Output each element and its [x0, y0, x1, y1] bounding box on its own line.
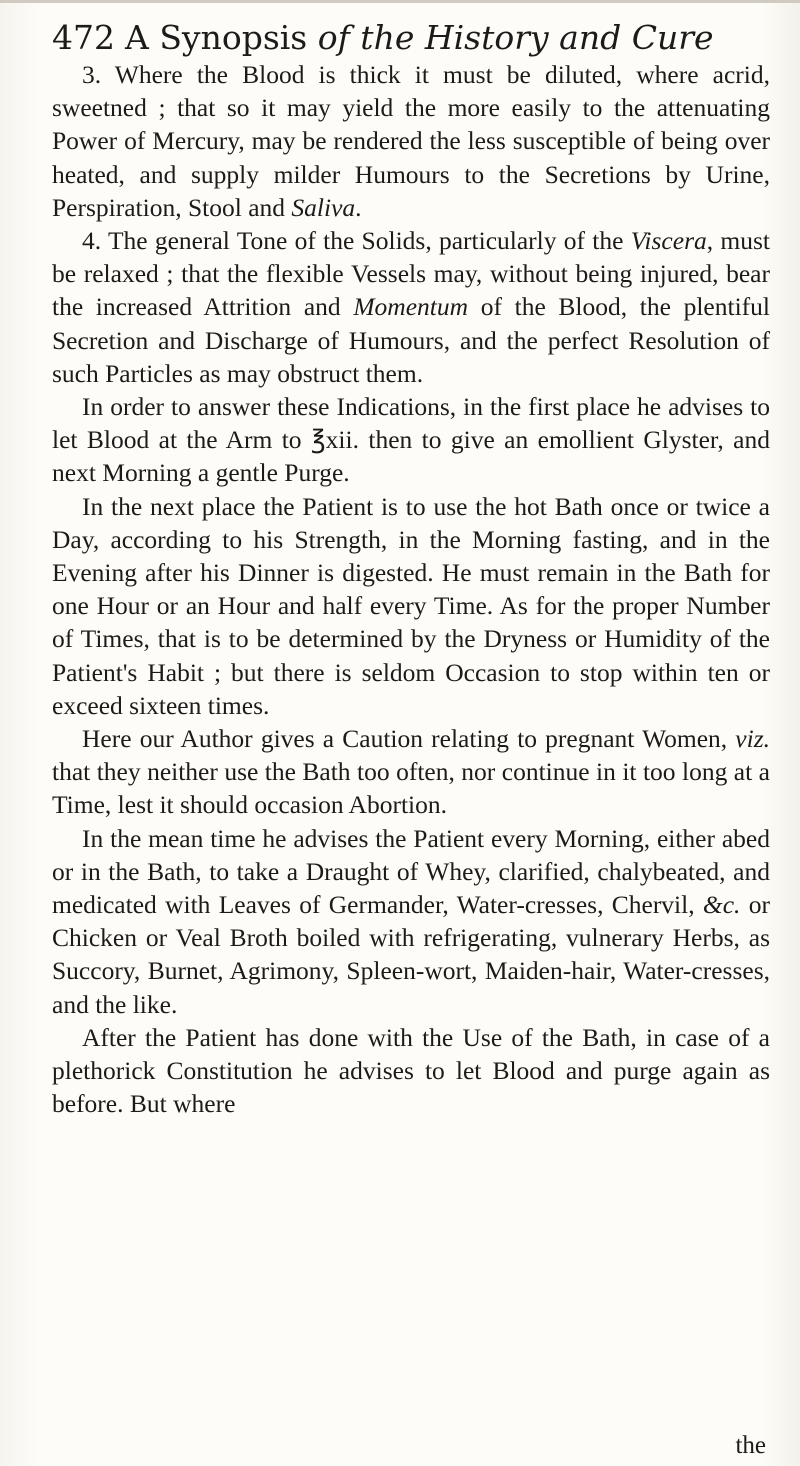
body-text [52, 58, 770, 1121]
paragraph-after-bath: After the Patient has done with the Use of the Bath, in case of a plethorick Constitution he advises to let Blood and purge again as before. But where [52, 1022, 770, 1119]
paragraph-whey-draught: In the mean time he advises the Patient every Morning, either abed or in the Bath, to take a Draught of Whey, clarified, chalybeated, and medicated with Leaves of Germander, Water-cresses, Chervil, &c. or Chicken or Veal Broth boiled with refrigerating, vulnerary Herbs, as Succory, Burnet, Agrimony, Spleen-wort, Maiden-hair, Water-cresses, and the like. [52, 823, 770, 1019]
page-edge-rule [0, 0, 800, 3]
paragraph-hot-bath: In the next place the Patient is to use the hot Bath once or twice a Day, according to his Strength, in the Morning fasting, and in the Evening after his Dinner is digested. He must remain in the Bath for one Hour or an Hour and half every Time. As for the proper Number of Times, that is to be determined by the Dryness or Humidity of the Patient's Habit ; but there is seldom Occasion to stop within ten or exceed sixteen times. [52, 491, 770, 720]
paragraph-indications: In order to answer these Indications, in the first place he advises to let Blood at the Arm to ℥xii. then to give an emollient Glyster, and next Morning a gentle Purge. [52, 392, 770, 488]
paragraph-point-4: 4. The general Tone of the Solids, particularly of the Viscera, must be relaxed ; that the flexible Vessels may, without being injured, bear the increased Attrition and Momentum of the Blood, the plentiful Secretion and Discharge of Humours, and the perfect Resolution of such Particles as may obstruct them. [52, 226, 771, 388]
paragraph-caution: Here our Author gives a Caution relating to pregnant Women, viz. that they neither use the Bath too often, nor continue in it too long at a Time, lest it should occasion Abortion. [52, 724, 770, 820]
catchword: the [735, 1432, 766, 1459]
running-head [52, 16, 772, 60]
page-number: 472 [52, 18, 115, 57]
running-title-a: A Synopsis [125, 18, 308, 57]
running-title-rest: of the History and Cure [307, 18, 714, 57]
paragraph-point-3: 3. Where the Blood is thick it must be diluted, where acrid, sweetned ; that so it may yield the more easily to the attenuating Power of Mercury, may be rendered the less susceptible of being over heated, and supply milder Humours to the Secretions by Urine, Perspiration, Stool and Saliva. [52, 60, 770, 222]
